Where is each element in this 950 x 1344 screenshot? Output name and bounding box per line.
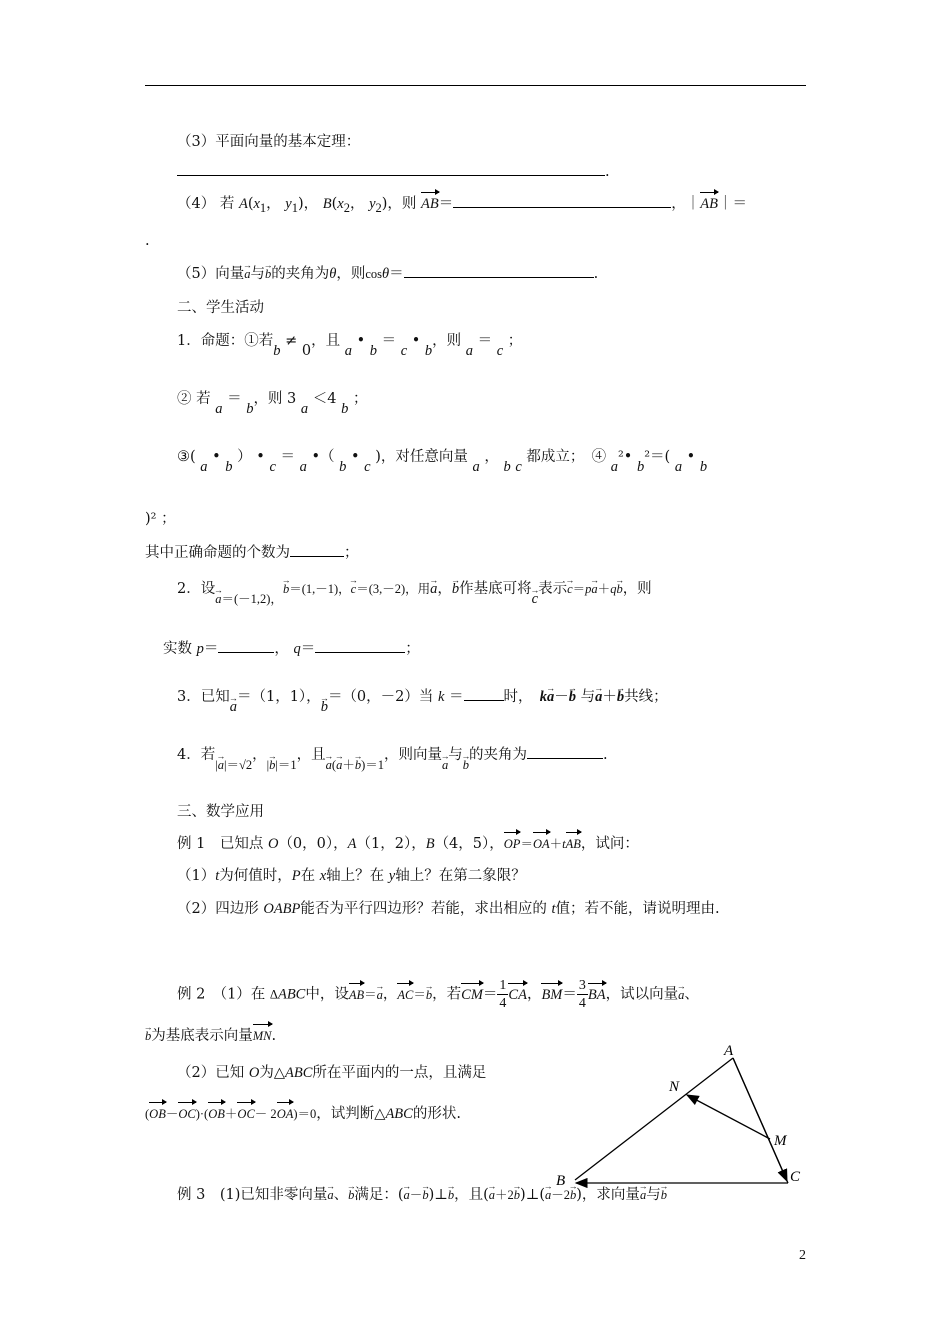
vector-mn: [687, 1095, 770, 1139]
item-4-end: .: [145, 233, 150, 249]
problem-2-answers: 实数 p＝ ， q＝ ；: [163, 641, 420, 657]
item-4: （4） 若 $A(x_1$， $y_1$)， $B(x_2$， $y_2$)，则 AB＝ ，｜AB｜＝: [177, 196, 747, 215]
triangle-figure: [548, 1035, 818, 1190]
example-1-part-2: （2）四边形 OABP能否为平行四边形？若能，求出相应的 t值；若不能，请说明理由.: [177, 901, 720, 917]
item-3: （3）平面向量的基本定理：: [177, 134, 361, 150]
item-3-answer-line: .: [177, 163, 610, 181]
problem-3: 3．已知→ a＝（1，1），→ b＝（0，－2）当 k ＝ 时， k→ a－→ b 与→ a＋→ b共线；: [177, 688, 668, 706]
page-number: 2: [799, 1248, 806, 1263]
problem-1-question: 其中正确命题的个数为 ；: [145, 545, 359, 561]
example-2-part-2-condition: (OB－OC)·(OB＋OC－ 2OA)＝0，试判断△ABC的形状.: [145, 1106, 461, 1122]
label-a: A: [724, 1043, 734, 1059]
header-rule: [145, 85, 806, 86]
label-c: C: [790, 1169, 801, 1185]
label-b: B: [556, 1173, 566, 1189]
problem-4: 4．若|→ a|＝√2，|→ b|＝1，且→ a(→ a＋→ b)＝1，则向量→ a与→ b的夹角为 .: [177, 746, 608, 764]
problem-1-prop-3-4: ③( a • b ） • c ＝ a •（ b • c )，对任意向量 a ， b c 都成立； ④ a²• b²＝( a • b: [177, 449, 708, 475]
problem-1-prop-4-end: )² ；: [145, 511, 176, 527]
problem-1-prop-1: 1．命题：①若b ≠ 0，且 a • b ＝ c • b，则 a ＝ c ；: [177, 333, 523, 359]
label-m: M: [774, 1133, 787, 1149]
example-1-part-1: （1）t为何值时，P在 x轴上？在 y轴上？在第二象限？: [177, 868, 526, 884]
section-applications: 三、数学应用: [177, 804, 264, 820]
problem-1-prop-2: ② 若 a ＝ b，则 3 a ＜4 b ；: [177, 391, 368, 417]
example-2-part-1: 例 2 （1）在 ΔABC中，设AB＝→ a，AC＝→ b，若CM＝ $\frac{1}{4}$ CA，BM＝ $\frac{3}{4}$ BA，试以向量→ a、: [177, 977, 699, 1012]
problem-2: 2．设→ a＝(－1,2)，→ b＝(1,－1)，→ c＝(3,－2)，用→ a，→ b作基底可将→ c表示→ c＝p→ a＋q→ b，则: [177, 580, 652, 598]
example-2-part-2: （2）已知 O为△ABC所在平面内的一点，且满足: [177, 1065, 487, 1081]
section-student-activity: 二、学生活动: [177, 300, 264, 316]
label-n: N: [669, 1079, 680, 1095]
side-ab: [575, 1058, 733, 1180]
item-5: （5）向量→ a与→ b的夹角为θ，则cosθ＝ .: [177, 265, 598, 283]
example-1: 例 1 已知点 O（0，0），A（1，2），B（4，5），OP＝OA＋tAB，试问：: [177, 836, 639, 852]
example-2-part-1-end: → b为基底表示向量MN.: [145, 1027, 276, 1045]
example-3: 例 3 (1)已知非零向量→ a、→ b满足：(→ a－→ b)⊥→ b，且(→ a＋2→ b)⊥(→ a－2→ b)，求向量→ a与→ b: [177, 1186, 667, 1204]
vector-ac: [733, 1058, 787, 1181]
